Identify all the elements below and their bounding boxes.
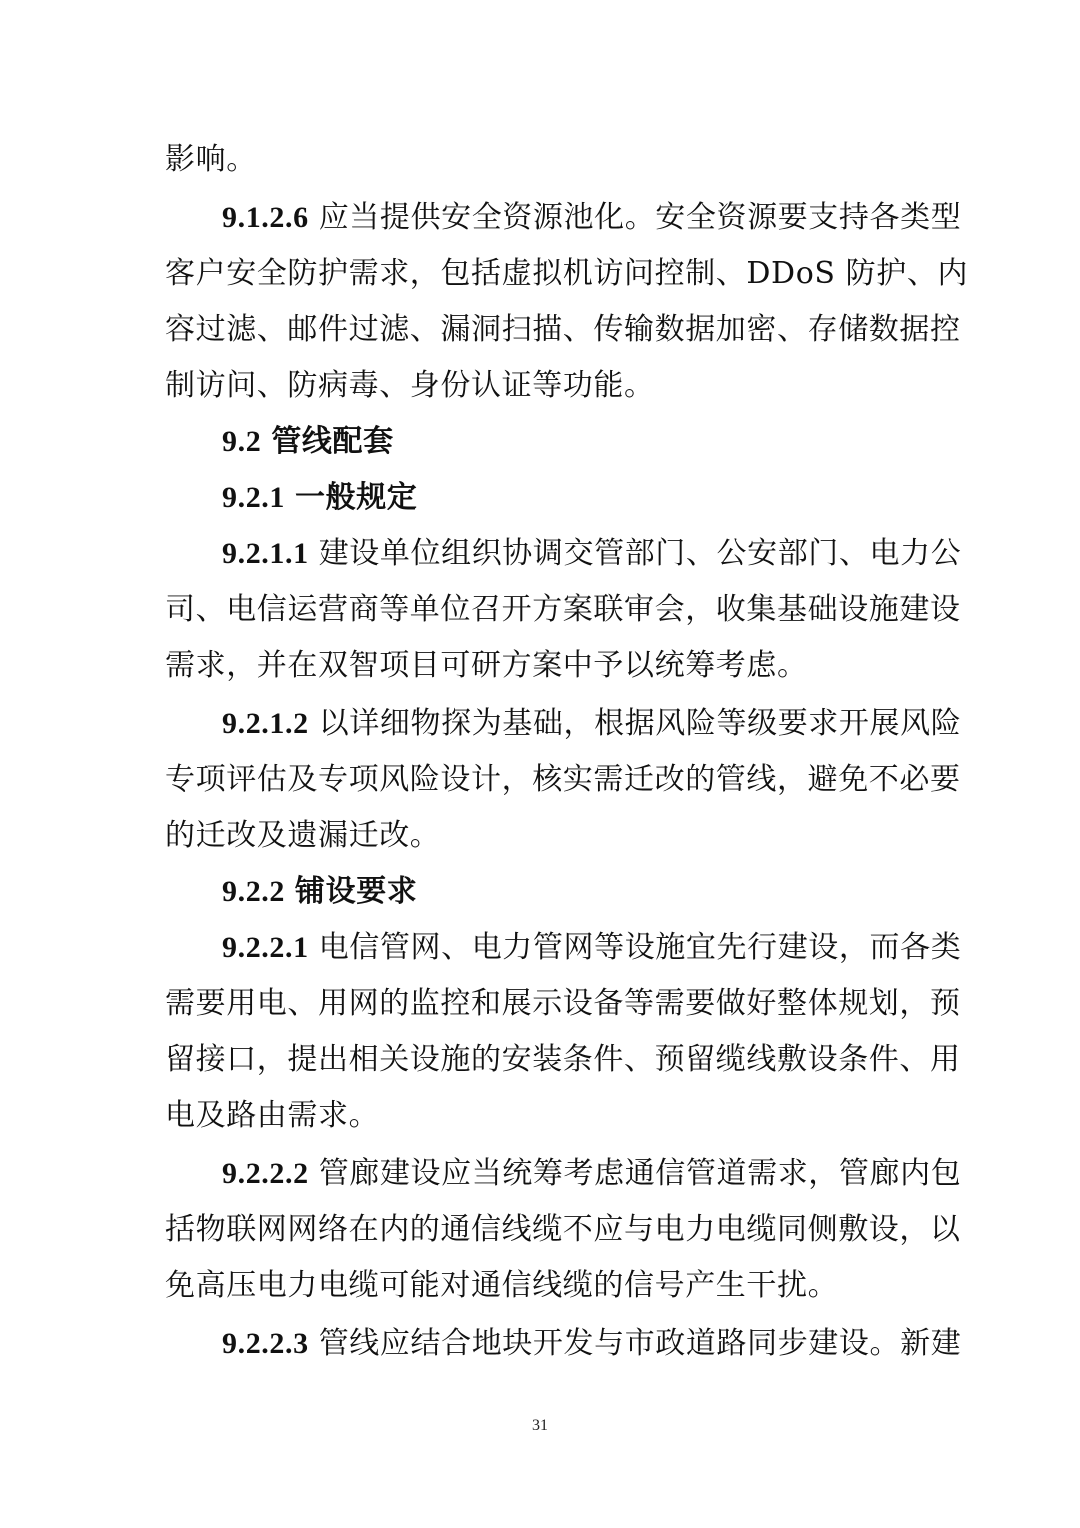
text-line [165, 302, 961, 358]
text-line [165, 808, 915, 864]
clause-number: 9.1.2.6 [222, 201, 309, 234]
section-number: 9.2.1 [222, 481, 285, 514]
text-line [165, 1258, 915, 1314]
clause-text: 管廊建设应当统筹考虑通信管道需求，管廊内包 [318, 1156, 962, 1191]
text-line [165, 976, 961, 1032]
section-heading-9-2-2 [222, 864, 915, 920]
text-line [165, 1202, 961, 1258]
clause-9-2-2-1 [222, 920, 962, 976]
clause-number: 9.2.1.1 [222, 537, 309, 570]
clause-text: 电信管网、电力管网等设施宜先行建设，而各类 [318, 930, 962, 965]
clause-text: 管线应结合地块开发与市政道路同步建设。新建 [318, 1326, 962, 1361]
text-line [165, 246, 969, 302]
text-content: 客户安全防护需求，包括虚拟机访问控制、DDoS 防护、内 [165, 256, 969, 291]
page-number: 31 [532, 1417, 548, 1434]
section-number: 9.2.2 [222, 875, 285, 908]
text-content: 影响。 [165, 142, 257, 177]
text-line [165, 358, 915, 414]
text-line [165, 132, 915, 188]
clause-9-2-1-1 [222, 526, 962, 582]
text-content: 免高压电力电缆可能对通信线缆的信号产生干扰。 [165, 1268, 839, 1303]
section-number: 9.2 [222, 425, 262, 458]
clause-9-2-2-3 [222, 1316, 962, 1372]
text-line [165, 1088, 915, 1144]
text-content: 括物联网网络在内的通信线缆不应与电力电缆同侧敷设，以 [165, 1212, 961, 1247]
text-content: 留接口，提出相关设施的安装条件、预留缆线敷设条件、用 [165, 1042, 961, 1077]
section-title: 一般规定 [295, 480, 418, 515]
text-content: 制访问、防病毒、身份认证等功能。 [165, 368, 655, 403]
clause-text: 以详细物探为基础，根据风险等级要求开展风险 [318, 706, 962, 741]
text-line [165, 1032, 961, 1088]
section-title: 管线配套 [271, 424, 394, 459]
clause-9-1-2-6 [222, 190, 962, 246]
text-content: 司、电信运营商等单位召开方案联审会，收集基础设施建设 [165, 592, 961, 627]
clause-number: 9.2.1.2 [222, 707, 309, 740]
text-line [165, 752, 961, 808]
clause-9-2-2-2 [222, 1146, 962, 1202]
clause-number: 9.2.2.2 [222, 1157, 309, 1190]
clause-9-2-1-2 [222, 696, 962, 752]
section-title: 铺设要求 [295, 874, 418, 909]
clause-number: 9.2.2.1 [222, 931, 309, 964]
clause-text: 建设单位组织协调交管部门、公安部门、电力公 [318, 536, 962, 571]
clause-text: 应当提供安全资源池化。安全资源要支持各类型 [318, 200, 962, 235]
text-content: 电及路由需求。 [165, 1098, 380, 1133]
text-content: 需求，并在双智项目可研方案中予以统筹考虑。 [165, 648, 808, 683]
text-content: 的迁改及遗漏迁改。 [165, 818, 441, 853]
section-heading-9-2 [222, 414, 915, 470]
text-content: 需要用电、用网的监控和展示设备等需要做好整体规划，预 [165, 986, 961, 1021]
text-content: 专项评估及专项风险设计，核实需迁改的管线，避免不必要 [165, 762, 961, 797]
text-line [165, 582, 961, 638]
section-heading-9-2-1 [222, 470, 915, 526]
text-content: 容过滤、邮件过滤、漏洞扫描、传输数据加密、存储数据控 [165, 312, 961, 347]
clause-number: 9.2.2.3 [222, 1327, 309, 1360]
text-line [165, 638, 915, 694]
